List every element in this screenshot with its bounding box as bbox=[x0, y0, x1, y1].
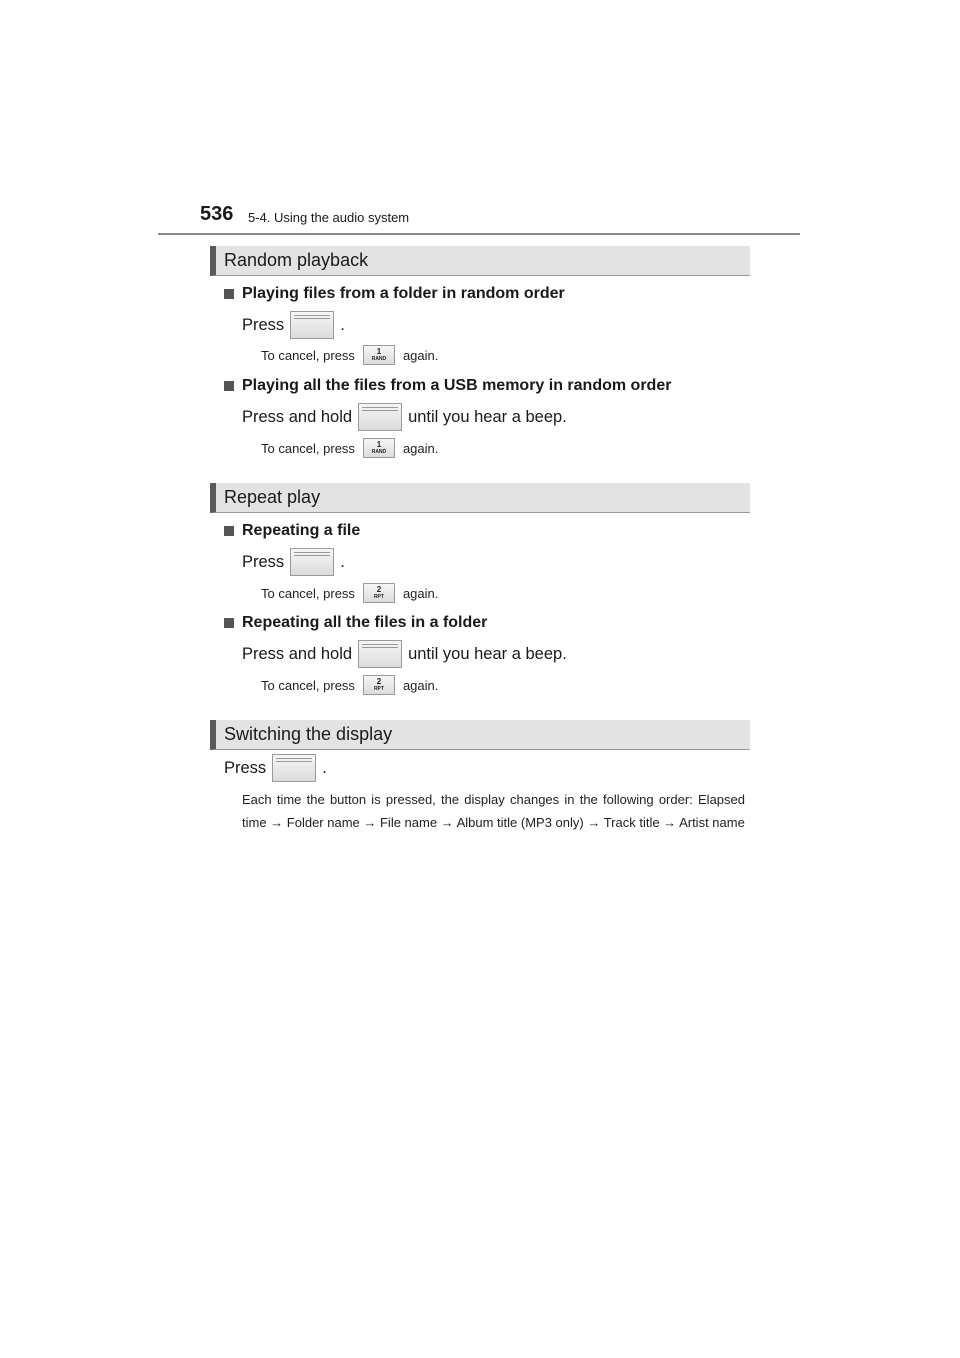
display-order-description: Each time the button is pressed, the display changes in the following order: Elapsed time → Folder name → File name → Album title (MP3 only) → Track title → Artist name bbox=[242, 792, 745, 830]
note-repeat-file: To cancel, press 2 RPT again. bbox=[261, 583, 438, 603]
section-title: Random playback bbox=[224, 250, 369, 270]
rpt-button-icon bbox=[358, 640, 402, 668]
note-random-usb: To cancel, press 1 RAND again. bbox=[261, 438, 438, 458]
square-bullet-icon bbox=[224, 381, 234, 391]
instruction-random-folder: Press . bbox=[242, 311, 345, 339]
instruction-repeat-folder: Press and hold until you hear a beep. bbox=[242, 640, 567, 668]
section-title: Switching the display bbox=[224, 724, 393, 744]
instruction-repeat-file: Press . bbox=[242, 548, 345, 576]
note-random-folder: To cancel, press 1 RAND again. bbox=[261, 345, 438, 365]
text-button-icon bbox=[272, 754, 316, 782]
note-repeat-folder: To cancel, press 2 RPT again. bbox=[261, 675, 438, 695]
section-label: 5-4. Using the audio system bbox=[248, 210, 410, 225]
rand-button-icon: 1 RAND bbox=[363, 438, 395, 458]
subheading-random-folder: Playing files from a folder in random order bbox=[224, 285, 565, 303]
instruction-random-usb: Press and hold until you hear a beep. bbox=[242, 403, 567, 431]
square-bullet-icon bbox=[224, 289, 234, 299]
rpt-button-icon: 2 RPT bbox=[363, 675, 395, 695]
section-heading-random bbox=[210, 246, 750, 276]
rand-button-icon bbox=[358, 403, 402, 431]
subheading-repeat-folder: Repeating all the files in a folder bbox=[224, 614, 487, 632]
square-bullet-icon bbox=[224, 618, 234, 628]
page-number: 536 bbox=[200, 203, 234, 225]
section-heading-display bbox=[210, 720, 750, 750]
square-bullet-icon bbox=[224, 526, 234, 536]
section-heading-repeat bbox=[210, 483, 750, 513]
rpt-button-icon: 2 RPT bbox=[363, 583, 395, 603]
instruction-display: Press . bbox=[224, 754, 327, 782]
rand-button-icon: 1 RAND bbox=[363, 345, 395, 365]
subheading-repeat-file: Repeating a file bbox=[224, 522, 360, 540]
rpt-button-icon bbox=[290, 548, 334, 576]
section-title: Repeat play bbox=[224, 487, 321, 507]
subheading-random-usb: Playing all the files from a USB memory in random order bbox=[224, 377, 671, 395]
rand-button-icon bbox=[290, 311, 334, 339]
header-rule bbox=[158, 233, 800, 235]
page-header bbox=[200, 203, 800, 233]
